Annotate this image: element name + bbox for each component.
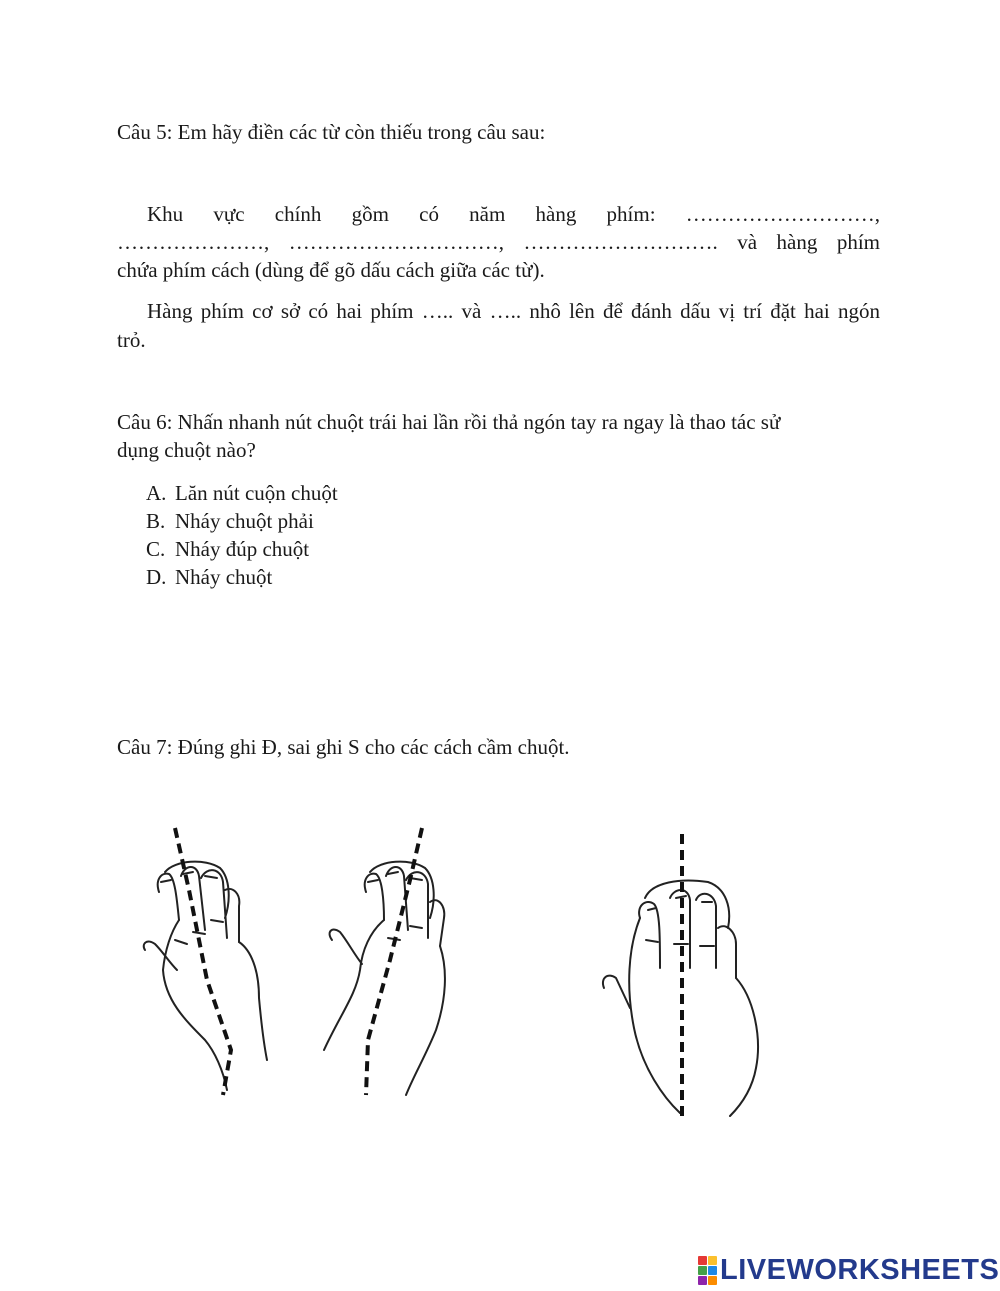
- option-text: Nháy chuột: [175, 565, 273, 589]
- alignment-line: [175, 828, 231, 1095]
- q6-option-d[interactable]: [146, 563, 272, 591]
- q6-option-b[interactable]: [146, 507, 314, 535]
- q6-option-a[interactable]: [146, 479, 338, 507]
- q5-paragraph1-line1: Khu vực chính gồm có năm hàng phím: ………………………,: [147, 202, 880, 226]
- option-letter: D.: [146, 565, 167, 589]
- logo-text: LIVEWORKSHEETS: [720, 1254, 1000, 1286]
- q5-paragraph1-line2: …………………, …………………………, ………………………. và hàng phím: [117, 230, 880, 254]
- logo-square: [698, 1276, 707, 1285]
- hand-mouse-illustration-3: [590, 828, 770, 1118]
- option-text: Nháy chuột phải: [175, 509, 314, 533]
- hand-mouse-illustration-1: [135, 820, 285, 1100]
- q7-title: Câu 7: Đúng ghi Đ, sai ghi S cho các cách cầm chuột.: [117, 735, 570, 759]
- option-letter: C.: [146, 537, 166, 561]
- q5-title: Câu 5: Em hãy điền các từ còn thiếu trong câu sau:: [117, 120, 546, 144]
- q6-title-line1: Câu 6: Nhấn nhanh nút chuột trái hai lần rồi thả ngón tay ra ngay là thao tác sử: [117, 410, 781, 434]
- logo-square: [708, 1256, 717, 1265]
- hand-mouse-illustration-2: [310, 820, 460, 1100]
- q6-title-line2: dụng chuột nào?: [117, 438, 256, 462]
- option-letter: A.: [146, 481, 167, 505]
- logo-grid-icon: [698, 1256, 717, 1285]
- liveworksheets-logo: [698, 1255, 999, 1285]
- q5-paragraph2-line2: trỏ.: [117, 328, 146, 352]
- option-text: Lăn nút cuộn chuột: [175, 481, 338, 505]
- logo-square: [698, 1256, 707, 1265]
- logo-square: [708, 1276, 717, 1285]
- q6-option-c[interactable]: [146, 535, 309, 563]
- option-letter: B.: [146, 509, 166, 533]
- q5-paragraph1-line3: chứa phím cách (dùng để gõ dấu cách giữa các từ).: [117, 258, 545, 282]
- logo-square: [698, 1266, 707, 1275]
- option-text: Nháy đúp chuột: [175, 537, 310, 561]
- logo-square: [708, 1266, 717, 1275]
- q5-paragraph2-line1: Hàng phím cơ sở có hai phím ….. và ….. nhô lên để đánh dấu vị trí đặt hai ngón: [147, 299, 880, 323]
